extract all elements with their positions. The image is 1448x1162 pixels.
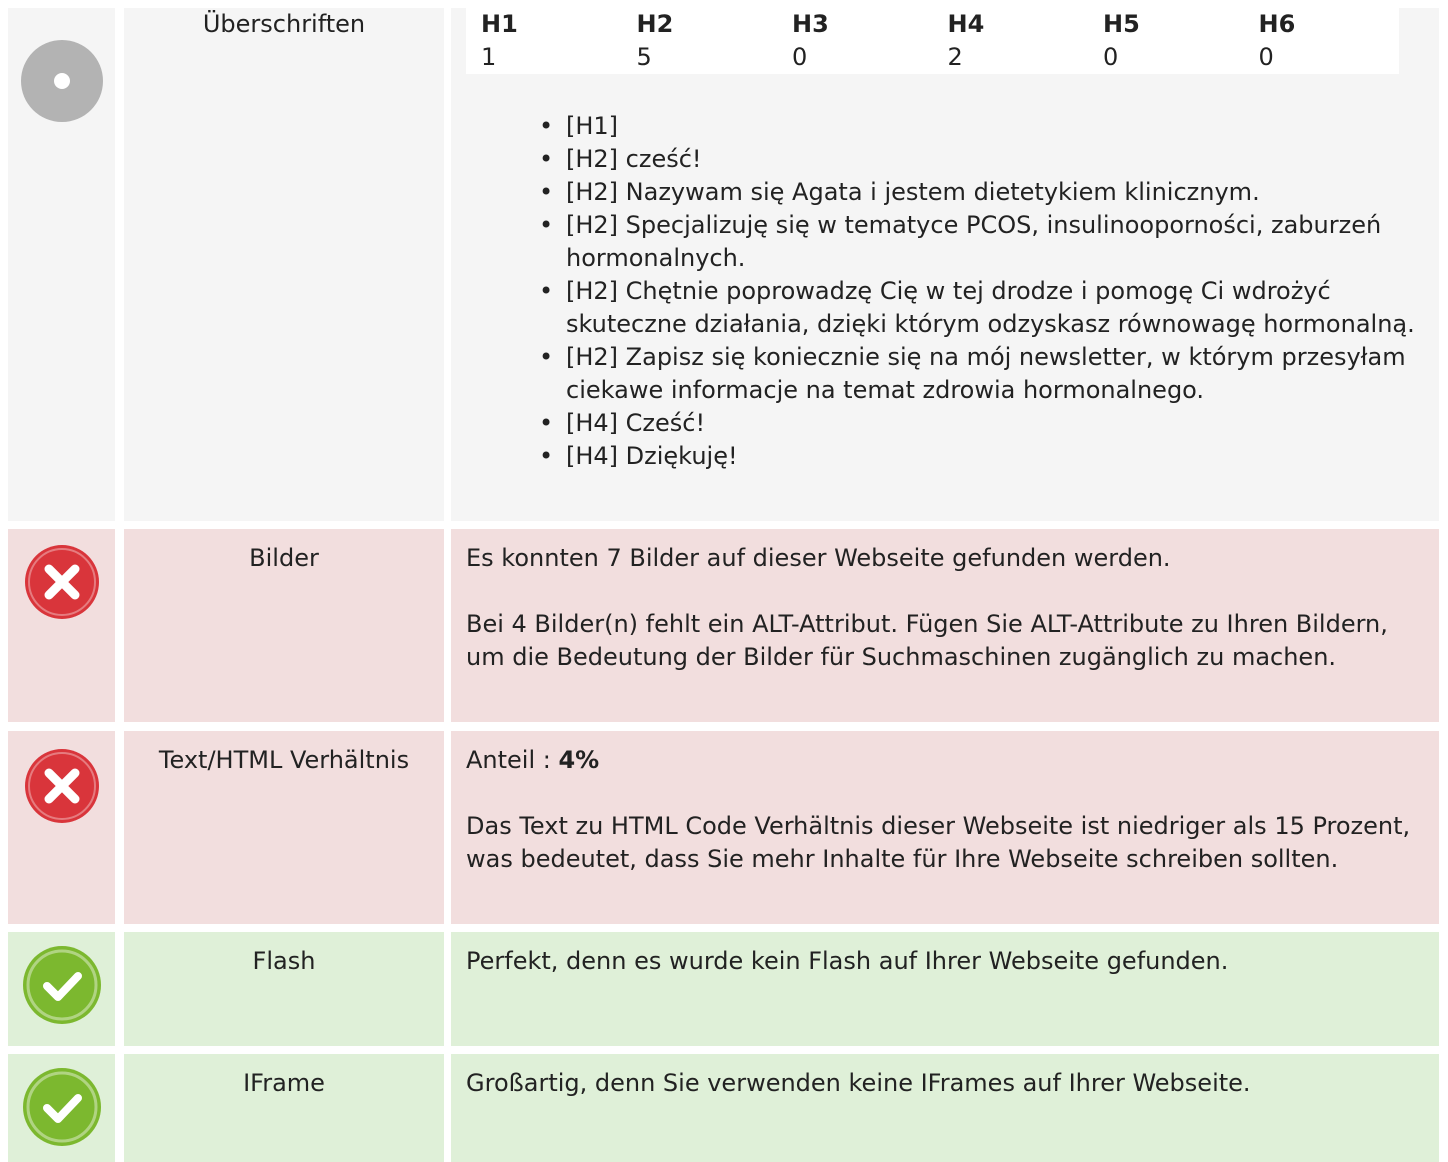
h2-count: 5: [636, 43, 652, 71]
headings-label: Überschriften: [124, 8, 444, 521]
check-icon: [23, 946, 101, 1024]
ratio-share-label: Anteil :: [466, 746, 559, 774]
flash-body: [451, 932, 1439, 1046]
list-item: • [H4] Dziękuję!: [566, 440, 1424, 473]
headings-count-table: [466, 8, 1399, 74]
images-alt-text: Bei 4 Bilder(n) fehlt ein ALT-Attribut. Fügen Sie ALT-Attribute zu Ihren Bildern, um die Bedeutung der Bilder für Suchmaschinen zugänglich zu machen.: [466, 610, 1388, 671]
iframe-text: Großartig, denn Sie verwenden keine IFrames auf Ihrer Webseite.: [466, 1069, 1251, 1097]
neutral-status-icon: [21, 40, 103, 122]
h1-count: 1: [481, 43, 497, 71]
list-item: • [H2] Zapisz się koniecznie się na mój newsletter, w którym przesyłam ciekawe informacje na temat zdrowia hormonalnego.: [566, 341, 1424, 407]
ratio-status-cell: [8, 731, 115, 924]
h2-header: H2: [636, 10, 674, 38]
headings-table-header-row: [466, 8, 1399, 41]
h5-header: H5: [1103, 10, 1140, 38]
list-item: • [H2] Chętnie poprowadzę Cię w tej drodze i pomogę Ci wdrożyć skuteczne działania, dzięki którym odzyskasz równowagę hormonalną.: [566, 275, 1424, 341]
headings-list: [466, 110, 1424, 473]
ratio-text: Das Text zu HTML Code Verhältnis dieser Webseite ist niedriger als 15 Prozent, was bedeutet, dass Sie mehr Inhalte für Ihre Webseite schreiben sollten.: [466, 812, 1411, 873]
ratio-share: [466, 744, 1424, 777]
images-status-cell: [8, 529, 115, 722]
h6-count: 0: [1258, 43, 1274, 71]
iframe-body: [451, 1054, 1439, 1162]
h4-count: 2: [947, 43, 963, 71]
list-item: • [H4] Cześć!: [566, 407, 1424, 440]
flash-text: Perfekt, denn es wurde kein Flash auf Ihrer Webseite gefunden.: [466, 947, 1229, 975]
iframe-label: IFrame: [124, 1054, 444, 1162]
headings-status-cell: [8, 8, 115, 521]
ratio-label: Text/HTML Verhältnis: [124, 731, 444, 924]
error-x-icon: [25, 749, 99, 823]
flash-label: Flash: [124, 932, 444, 1046]
images-count-text: Es konnten 7 Bilder auf dieser Webseite gefunden werden.: [466, 544, 1171, 572]
h1-header: H1: [481, 10, 518, 38]
h3-count: 0: [792, 43, 808, 71]
iframe-status-cell: [8, 1054, 115, 1162]
error-x-icon: [25, 545, 99, 619]
headings-body: [451, 8, 1439, 521]
list-item: • [H2] Nazywam się Agata i jestem dietetykiem klinicznym.: [566, 176, 1424, 209]
h5-count: 0: [1103, 43, 1119, 71]
list-item: • [H2] Specjalizuję się w tematyce PCOS, insulinooporności, zaburzeń hormonalnych.: [566, 209, 1424, 275]
h4-header: H4: [947, 10, 985, 38]
images-body: [451, 529, 1439, 722]
flash-status-cell: [8, 932, 115, 1046]
check-icon: [23, 1068, 101, 1146]
ratio-share-value: 4%: [558, 746, 600, 774]
images-label: Bilder: [124, 529, 444, 722]
list-item: • [H1]: [566, 110, 1424, 143]
headings-table-value-row: [466, 41, 1399, 74]
h6-header: H6: [1258, 10, 1296, 38]
list-item: • [H2] cześć!: [566, 143, 1424, 176]
ratio-body: [451, 731, 1439, 924]
h3-header: H3: [792, 10, 829, 38]
